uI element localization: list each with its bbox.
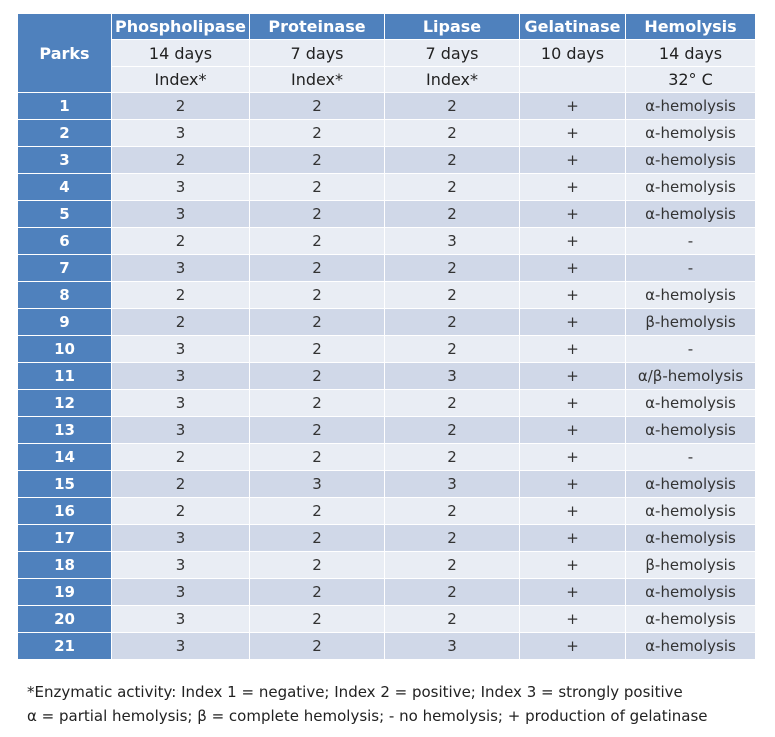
cell-gelatinase: + xyxy=(520,228,626,255)
cell-lipase: 2 xyxy=(385,444,520,471)
table-row xyxy=(18,255,756,282)
park-number: 7 xyxy=(18,255,112,282)
header-proteinase: Proteinase xyxy=(250,14,385,40)
unit-proteinase: Index* xyxy=(250,67,385,93)
cell-hemolysis: - xyxy=(626,255,756,282)
park-number: 1 xyxy=(18,93,112,120)
cell-proteinase: 2 xyxy=(250,498,385,525)
cell-phospholipase: 2 xyxy=(112,471,250,498)
table-row xyxy=(18,444,756,471)
cell-hemolysis: α-hemolysis xyxy=(626,120,756,147)
table-row xyxy=(18,93,756,120)
park-number: 2 xyxy=(18,120,112,147)
cell-proteinase: 2 xyxy=(250,309,385,336)
enzyme-activity-table xyxy=(17,13,756,660)
park-number: 19 xyxy=(18,579,112,606)
cell-phospholipase: 2 xyxy=(112,282,250,309)
cell-gelatinase: + xyxy=(520,471,626,498)
cell-lipase: 2 xyxy=(385,552,520,579)
cell-hemolysis: β-hemolysis xyxy=(626,309,756,336)
table-row xyxy=(18,201,756,228)
cell-lipase: 2 xyxy=(385,390,520,417)
table-row xyxy=(18,390,756,417)
park-number: 21 xyxy=(18,633,112,660)
cell-gelatinase: + xyxy=(520,282,626,309)
cell-hemolysis: α-hemolysis xyxy=(626,633,756,660)
header-lipase: Lipase xyxy=(385,14,520,40)
cell-lipase: 3 xyxy=(385,228,520,255)
table-row xyxy=(18,606,756,633)
cell-hemolysis: α-hemolysis xyxy=(626,174,756,201)
park-number: 17 xyxy=(18,525,112,552)
cell-phospholipase: 3 xyxy=(112,606,250,633)
cell-phospholipase: 3 xyxy=(112,633,250,660)
cell-gelatinase: + xyxy=(520,174,626,201)
cell-proteinase: 2 xyxy=(250,606,385,633)
table-row xyxy=(18,282,756,309)
table-row xyxy=(18,525,756,552)
cell-hemolysis: α-hemolysis xyxy=(626,417,756,444)
header-gelatinase: Gelatinase xyxy=(520,14,626,40)
cell-lipase: 3 xyxy=(385,363,520,390)
cell-proteinase: 2 xyxy=(250,390,385,417)
cell-phospholipase: 2 xyxy=(112,444,250,471)
cell-hemolysis: - xyxy=(626,228,756,255)
cell-hemolysis: α-hemolysis xyxy=(626,147,756,174)
cell-gelatinase: + xyxy=(520,444,626,471)
park-number: 3 xyxy=(18,147,112,174)
header-hemolysis: Hemolysis xyxy=(626,14,756,40)
cell-lipase: 2 xyxy=(385,174,520,201)
cell-hemolysis: - xyxy=(626,336,756,363)
cell-gelatinase: + xyxy=(520,606,626,633)
cell-proteinase: 2 xyxy=(250,174,385,201)
cell-hemolysis: α-hemolysis xyxy=(626,390,756,417)
cell-lipase: 2 xyxy=(385,417,520,444)
park-number: 13 xyxy=(18,417,112,444)
cell-lipase: 2 xyxy=(385,93,520,120)
table-row xyxy=(18,471,756,498)
cell-proteinase: 2 xyxy=(250,525,385,552)
table-header xyxy=(18,14,756,93)
footnotes xyxy=(27,680,708,728)
cell-phospholipase: 3 xyxy=(112,525,250,552)
cell-gelatinase: + xyxy=(520,498,626,525)
cell-gelatinase: + xyxy=(520,552,626,579)
duration-lipase: 7 days xyxy=(385,40,520,67)
cell-proteinase: 2 xyxy=(250,633,385,660)
cell-hemolysis: α-hemolysis xyxy=(626,579,756,606)
park-number: 11 xyxy=(18,363,112,390)
cell-gelatinase: + xyxy=(520,201,626,228)
cell-proteinase: 2 xyxy=(250,228,385,255)
cell-hemolysis: α-hemolysis xyxy=(626,471,756,498)
duration-proteinase: 7 days xyxy=(250,40,385,67)
table-row xyxy=(18,633,756,660)
table-row xyxy=(18,417,756,444)
footnote-legend: α = partial hemolysis; β = complete hemolysis; - no hemolysis; + production of gelatinase xyxy=(27,707,708,725)
cell-lipase: 2 xyxy=(385,147,520,174)
cell-phospholipase: 3 xyxy=(112,363,250,390)
park-number: 18 xyxy=(18,552,112,579)
park-number: 20 xyxy=(18,606,112,633)
cell-gelatinase: + xyxy=(520,633,626,660)
cell-lipase: 2 xyxy=(385,579,520,606)
cell-proteinase: 2 xyxy=(250,579,385,606)
cell-proteinase: 2 xyxy=(250,552,385,579)
cell-hemolysis: α/β-hemolysis xyxy=(626,363,756,390)
cell-gelatinase: + xyxy=(520,147,626,174)
unit-lipase: Index* xyxy=(385,67,520,93)
table-row xyxy=(18,498,756,525)
table-row xyxy=(18,336,756,363)
cell-proteinase: 2 xyxy=(250,336,385,363)
cell-phospholipase: 3 xyxy=(112,579,250,606)
table-row xyxy=(18,120,756,147)
footnote-index: *Enzymatic activity: Index 1 = negative; Index 2 = positive; Index 3 = strongly positive xyxy=(27,683,683,701)
cell-proteinase: 3 xyxy=(250,471,385,498)
cell-proteinase: 2 xyxy=(250,255,385,282)
header-row-names xyxy=(18,14,756,40)
park-number: 4 xyxy=(18,174,112,201)
cell-proteinase: 2 xyxy=(250,93,385,120)
cell-phospholipase: 3 xyxy=(112,255,250,282)
cell-gelatinase: + xyxy=(520,525,626,552)
cell-phospholipase: 3 xyxy=(112,120,250,147)
cell-proteinase: 2 xyxy=(250,201,385,228)
cell-proteinase: 2 xyxy=(250,120,385,147)
enzyme-activity-table-container xyxy=(17,13,756,660)
table-row xyxy=(18,363,756,390)
park-number: 14 xyxy=(18,444,112,471)
park-number: 15 xyxy=(18,471,112,498)
park-number: 9 xyxy=(18,309,112,336)
cell-phospholipase: 2 xyxy=(112,309,250,336)
cell-gelatinase: + xyxy=(520,309,626,336)
cell-phospholipase: 3 xyxy=(112,552,250,579)
cell-phospholipase: 3 xyxy=(112,201,250,228)
cell-proteinase: 2 xyxy=(250,444,385,471)
park-number: 16 xyxy=(18,498,112,525)
park-number: 10 xyxy=(18,336,112,363)
cell-lipase: 2 xyxy=(385,282,520,309)
cell-hemolysis: α-hemolysis xyxy=(626,525,756,552)
table-row xyxy=(18,228,756,255)
cell-hemolysis: α-hemolysis xyxy=(626,93,756,120)
cell-hemolysis: α-hemolysis xyxy=(626,201,756,228)
cell-hemolysis: α-hemolysis xyxy=(626,282,756,309)
cell-hemolysis: α-hemolysis xyxy=(626,606,756,633)
table-row xyxy=(18,552,756,579)
cell-gelatinase: + xyxy=(520,255,626,282)
cell-gelatinase: + xyxy=(520,336,626,363)
park-number: 5 xyxy=(18,201,112,228)
cell-hemolysis: β-hemolysis xyxy=(626,552,756,579)
cell-phospholipase: 3 xyxy=(112,390,250,417)
cell-gelatinase: + xyxy=(520,363,626,390)
cell-lipase: 3 xyxy=(385,633,520,660)
table-row xyxy=(18,579,756,606)
cell-phospholipase: 3 xyxy=(112,174,250,201)
cell-gelatinase: + xyxy=(520,417,626,444)
table-body xyxy=(18,93,756,660)
duration-phospholipase: 14 days xyxy=(112,40,250,67)
cell-hemolysis: - xyxy=(626,444,756,471)
unit-gelatinase xyxy=(520,67,626,93)
cell-phospholipase: 3 xyxy=(112,336,250,363)
cell-proteinase: 2 xyxy=(250,363,385,390)
cell-gelatinase: + xyxy=(520,390,626,417)
duration-gelatinase: 10 days xyxy=(520,40,626,67)
cell-lipase: 2 xyxy=(385,255,520,282)
cell-gelatinase: + xyxy=(520,579,626,606)
cell-lipase: 2 xyxy=(385,606,520,633)
cell-lipase: 2 xyxy=(385,498,520,525)
header-row-durations xyxy=(18,40,756,67)
unit-phospholipase: Index* xyxy=(112,67,250,93)
cell-proteinase: 2 xyxy=(250,282,385,309)
unit-hemolysis: 32° C xyxy=(626,67,756,93)
header-phospholipase: Phospholipase xyxy=(112,14,250,40)
park-number: 8 xyxy=(18,282,112,309)
cell-phospholipase: 3 xyxy=(112,417,250,444)
cell-phospholipase: 2 xyxy=(112,93,250,120)
cell-proteinase: 2 xyxy=(250,147,385,174)
cell-phospholipase: 2 xyxy=(112,498,250,525)
table-row xyxy=(18,147,756,174)
header-row-units xyxy=(18,67,756,93)
cell-phospholipase: 2 xyxy=(112,147,250,174)
cell-lipase: 2 xyxy=(385,525,520,552)
park-number: 12 xyxy=(18,390,112,417)
cell-phospholipase: 2 xyxy=(112,228,250,255)
table-row xyxy=(18,174,756,201)
table-row xyxy=(18,309,756,336)
cell-lipase: 2 xyxy=(385,201,520,228)
cell-hemolysis: α-hemolysis xyxy=(626,498,756,525)
cell-lipase: 2 xyxy=(385,120,520,147)
cell-gelatinase: + xyxy=(520,93,626,120)
cell-lipase: 2 xyxy=(385,309,520,336)
cell-lipase: 2 xyxy=(385,336,520,363)
duration-hemolysis: 14 days xyxy=(626,40,756,67)
park-number: 6 xyxy=(18,228,112,255)
cell-proteinase: 2 xyxy=(250,417,385,444)
cell-lipase: 3 xyxy=(385,471,520,498)
cell-gelatinase: + xyxy=(520,120,626,147)
header-parks: Parks xyxy=(18,14,112,93)
